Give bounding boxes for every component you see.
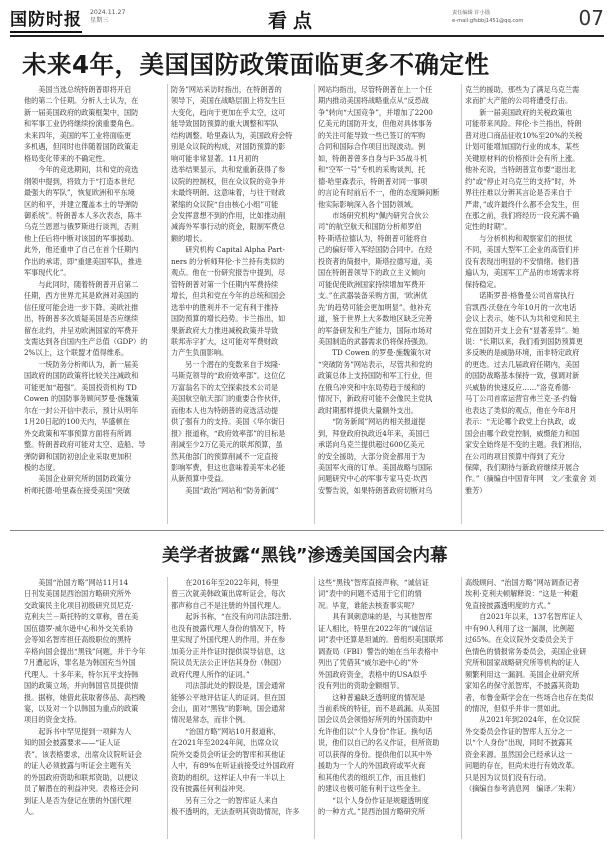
text-line: 外交政策和军事预算方面将有所调 (24, 428, 132, 438)
page-number: 07 (578, 6, 604, 30)
text-line: 格局变化带来的不确定性。 (24, 153, 110, 163)
text-line: 美国军火商的订单。美国战略与国际 (318, 462, 433, 472)
text-line: 允许他们以“个人身份”作证。换句话 (318, 726, 433, 736)
text-line: 信任度可能会进一步下降。美欧社推 (24, 302, 139, 312)
text-line: 约”或“停止对乌克兰的支持”时，外 (465, 176, 576, 186)
text-line: 另有三分之一的智库证人来自 (171, 795, 279, 805)
text-line: 尔在一封公开信中表示，预计从明年 (24, 405, 139, 415)
text-line: 万富翁名下的太空探索技术公司是 (171, 382, 279, 392)
text-line: 党在国防开支上会有“显著差异”。她 (465, 325, 580, 335)
text-line: 网站均指出，尽管特朗普在上一个任 (318, 85, 433, 94)
text-line: 另一个潜在的变数来自于埃隆· (171, 359, 281, 369)
article-divider (10, 530, 604, 531)
text-line: 免直接披露透明度的方式。” (465, 600, 551, 610)
text-line: 他上任后将中断对该国的军事援助。 (24, 233, 139, 243)
text-line: 弹防御和国防初创企业采取更加积 (24, 451, 132, 461)
column-divider (461, 84, 462, 524)
text-line: 员了解潜在的利益冲突。表格还会问 (24, 784, 139, 794)
text-line: 遍认为，美国军工产品的市场需求将 (465, 268, 580, 278)
text-line: 不同，美国大型军工企业的高管们并 (465, 245, 580, 255)
text-line: 供了强有力的支持。美国《华尔街日 (171, 417, 286, 427)
text-line: 观点。他在一份研究报告中提到，尽 (171, 268, 286, 278)
text-line: 的军备研发和生产能力，国际市场对 (318, 325, 433, 335)
text-line: 的更迭。过去几届政府任期内，美国 (465, 359, 580, 369)
text-line: 己的偏好带入军经国防合同中。在经 (318, 245, 433, 255)
text-line: 安警告说，如果特朗普政府切断对乌 (318, 485, 433, 495)
text-line: 在俄乌冲突和中东局势趋于缓和的 (318, 382, 426, 392)
text-line: 多机遇，但同时也伴随着国防政策走 (24, 142, 139, 152)
text-line: 紧缩的众议院“自由核心小组”可能 (171, 199, 279, 209)
text-line: 国的政策立场，并向韩国官员提供情 (24, 681, 139, 691)
text-line: 作出的承诺，即“重建美国军队，推进 (24, 256, 142, 266)
text-line: 多反映的是威胁环境，而非特定政府 (465, 348, 580, 358)
text-line: 曾三次就美韩政策出席听证会，每次 (171, 589, 286, 599)
text-line: 会等知名智库担任高级职位的黑特 (24, 635, 132, 645)
text-line: 列出了凭借其“威尔逊中心的”外 (318, 658, 419, 668)
text-line: 投资者的简报中，斯塔拉德写道，美 (318, 256, 433, 266)
text-line: ners 的分析师拜伦·卡兰持有类似的 (171, 256, 285, 266)
text-line: 外交委员会作证的智库人五分之一 (465, 726, 573, 736)
text-line: 也没有披露代理人身份的情况下，特 (171, 623, 286, 633)
article2-column-3 (318, 577, 458, 818)
text-line: 争”转向“大国竞争”，并增加了2200 (318, 107, 433, 117)
text-line: 先’的趋势可能会更加明显”。他补充 (318, 302, 432, 312)
article2-headline: 美学者披露“黑钱”渗透美国国会内幕 (162, 546, 448, 566)
text-line: “治国方略”网站10月报道称， (171, 726, 281, 736)
text-line: 以“个人身份”出现，同时不披露其 (465, 738, 573, 748)
text-line: 定性的时期”。 (465, 222, 512, 232)
text-line: 国会由哪个政党控制，威慑能力和国 (465, 428, 580, 438)
text-line: 军事现代化”。 (24, 268, 71, 278)
text-line: 承诺向乌克兰提供超过600亿美元 (318, 440, 425, 450)
text-line: 调查局（FBI）警告的她在当年表格中 (318, 646, 439, 656)
text-line: 具有讽刺意味的是，与其他智库 (318, 612, 433, 622)
article1-column-1 (24, 84, 164, 496)
text-line: 与分析机构和观察家们的担忧 (465, 233, 573, 243)
text-line: （摘编自参考消息网 编译／朱莉） (465, 784, 580, 794)
text-line: 果新政府大力推进减税政策并导致 (171, 325, 279, 335)
text-line: 外国政府资金，表格中的USA似乎 (318, 669, 427, 679)
text-line: 司法部此处的假设是，国会通常 (171, 681, 286, 691)
text-line: 起诉书称，“在没有向司法部注册、 (171, 612, 297, 622)
text-line: 在2021年至2024年间，出席众议 (171, 738, 279, 748)
column-divider (314, 577, 315, 839)
text-line: “突破防务”网站表示，尽管共和党的 (318, 359, 433, 369)
text-line: 作。”（摘编自中国青年网 文／张童舍 刘 (465, 474, 596, 484)
text-line: 的关注可能导致一些已签订的军购 (318, 130, 426, 140)
text-line: 增长，但共和党在今年的总统和国会 (171, 291, 286, 301)
text-line: 家知名的保守派智库，不披露其资助 (465, 681, 580, 691)
text-line: 家安全始终是不变的主题。我们相信， (465, 440, 587, 450)
masthead (10, 6, 604, 34)
text-line: 区的和平，并建立覆盖本土的导弹防 (24, 199, 139, 209)
text-line: 的言论有时前后不一，他的态度瞬间断 (318, 188, 440, 198)
text-line: 从2021年到2024年，在众议院 (465, 715, 580, 725)
text-line: 表示：“无论哪个政党上台执政，或 (465, 417, 576, 427)
text-line: 人中，有89%在听证前接受过外国政府 (171, 761, 294, 771)
text-line: 院外交委员会听证会的智库和其他证 (171, 749, 286, 759)
text-line: 政时期那样提供大量额外支出。 (318, 405, 418, 415)
text-line: 克兰的援助，那些为了满足乌克兰需 (465, 85, 580, 94)
text-line: 响可能非常显著。11月初的 (171, 153, 259, 163)
text-line: 新一届美国政府的政策框架中，国防 (24, 107, 139, 117)
text-line: 国会议员会领悟好所列的外国资助中 (318, 715, 433, 725)
text-line: TD Cowen 的罗曼·施魏策尔对 (318, 348, 432, 358)
text-line: 极不透明的，无法查明其资助情况，许多 (171, 807, 300, 817)
text-line: 人。 (24, 807, 39, 817)
text-line: 会山，面对“黑钱”的影响，国会通常 (171, 703, 286, 713)
text-line: 政策总体上支持国防和军工行业，但 (318, 371, 433, 381)
text-line: 况。毕竟，谁能去核查事实呢？ (318, 600, 418, 610)
text-line: 日刊发美国昆西治国方略研究所外 (24, 589, 132, 599)
text-line: 而他本人也为特朗普的竞选活动提 (171, 405, 279, 415)
text-line: 求而扩大产能的公司将遭受打击。 (465, 96, 573, 106)
text-line: 一统防务分析师认为，新一届美 (24, 359, 139, 369)
text-line: 高级顾问、“治国方略”网站调查记者 (465, 578, 580, 587)
text-line: 没有表现出明显的不安情绪。他们普 (465, 256, 580, 266)
text-line: 研究机构 Capital Alpha Part- (171, 245, 285, 255)
text-line: 管特朗普对第一个任期内军费持续 (171, 279, 279, 289)
text-line: 在2016年至2022年间，特里 (171, 578, 279, 587)
text-line: 析师托德·哈里森在接受美国“突破 (24, 485, 130, 495)
text-line: 亿美元的国防开支，但他对具体事务 (318, 119, 433, 129)
text-line: 可能带来风险。拜伦·卡兰指出，特朗 (465, 119, 582, 129)
text-line: 里实现了外国代理人的作用，并在参 (171, 635, 286, 645)
text-line: 可能促使欧洲国家持续增加军费开 (318, 279, 426, 289)
text-line: 关键原材料的价格预计会有所上涨。 (465, 153, 580, 163)
text-line: 市场研究机构“佩内研究合伙公 (318, 210, 429, 220)
text-line: 的建议也极可能有利于这些金主。 (318, 784, 426, 794)
text-line: 领导下，美国在战略层面上将发生巨 (171, 96, 286, 106)
column-divider (167, 577, 168, 839)
text-line: 削减至少2万亿美元的联邦预算，虽 (171, 440, 283, 450)
text-line: 情况是常态，而非个例。 (171, 715, 250, 725)
text-line: 词”表中的问题不适用于它们的情 (318, 589, 422, 599)
text-line: 选举结果显示，共和党重新获得了参 (171, 165, 286, 175)
editor-name: 责任编辑 许小锚 (452, 10, 490, 16)
text-line: 能导致国防预算的重大调整和军队 (171, 119, 279, 129)
text-line: 今年的竞选期间，共和党的竞选 (24, 165, 139, 175)
text-line: 政府代理人所作的证词。” (171, 669, 250, 679)
text-line: 未最终明朗。这意味着，与往干财政 (171, 188, 286, 198)
text-line: 纲领中提到，将致力于“打造本世纪 (24, 176, 135, 186)
text-line: 结构调整。哈里森认为，美国政府会特 (171, 130, 293, 140)
text-line: 严肃，”或许最终什么都不会发生，但 (465, 199, 580, 209)
text-line: 在那之前，我们将经历一段充满不确 (465, 210, 580, 220)
text-line: 的外国政府资助和联邦资助，以便议 (24, 772, 139, 782)
text-line: 最强大的军队”，恢复欧洲和平东境 (24, 188, 135, 198)
text-line: 然其他部门的预算削减不一定直接 (171, 451, 279, 461)
text-line: 与此同时，随着特朗普开启第二 (24, 279, 139, 289)
text-line: 减海外军事行动的资金，限制军费总 (171, 222, 286, 232)
article1-column-4 (465, 84, 605, 496)
text-line: 官凯西·沃登在今年10月的一次电话 (465, 302, 577, 312)
text-line: 德·哈里森表示，特朗普对同一事项 (318, 176, 428, 186)
text-line: 埃利·克利夫顿解释说：“这是一种避 (465, 589, 579, 599)
article2-column-1 (24, 577, 164, 818)
text-line: 问题研究中心的军事专家马克·坎西 (318, 474, 428, 484)
text-line: 合同和国际合作项目出现波动。例 (318, 142, 426, 152)
text-line: 司”的航空航天和国防分析师罗伯 (318, 222, 422, 232)
article1-column-2 (171, 84, 311, 496)
article2-column-4 (465, 577, 605, 795)
text-line: 表”。该表格要求，出席众议院听证会 (24, 749, 142, 759)
text-line: 乌克兰恩恩与俄罗斯进行谈判，否则 (24, 222, 139, 232)
text-line: 和其他代表的组织工作，而且他们 (318, 772, 426, 782)
article1-column-3 (318, 84, 458, 496)
text-line: 美国“政治”网站和“防务新闻” (171, 485, 279, 495)
text-line: 这种普遍缺乏透明度的情况是 (318, 692, 426, 702)
text-line: 起诉书中罕见提到一项鲜为人 (24, 726, 132, 736)
text-line: 普对进口商品征收10%至20%的关税 (465, 130, 583, 140)
text-line: 任期，西方世界尤其是欧洲对美国的 (24, 291, 139, 301)
text-line: 情况下，新政府可能不会像民主党执 (318, 394, 433, 404)
column-divider (461, 577, 462, 839)
text-line: 证人相比，特里在2022年的“诚信证 (318, 623, 433, 633)
text-line: 美国“治国方略”网站11月14 (24, 578, 129, 587)
text-line: 国政府的国防政策将比较关注减政和 (24, 371, 139, 381)
text-line: 究所和国家战略研究所等机构的证人 (465, 658, 580, 668)
text-line: 没有列出的资助金额细节。 (318, 681, 404, 691)
text-line: 知的国会披露要求——“证人证 (24, 738, 121, 748)
text-line: 期内推动美国将战略重点从“反恐战 (318, 96, 429, 106)
article1-headline: 未来4年，美国国防政策面临更多不确定性 (22, 50, 490, 79)
text-line: 新一届美国政府的关税政策也 (465, 107, 573, 117)
text-line: 国防预算的增长趋势。卡兰指出，如 (171, 314, 286, 324)
text-line: “以个人身份作证是规避透明度 (318, 795, 429, 805)
text-line: 能够公平地评估证人的证词。但在国 (171, 692, 286, 702)
section-title: 看点 (268, 10, 319, 32)
text-line: 到证人是否为登记在册的外国代理 (24, 795, 132, 805)
text-line: 他实际影响深入各个国防领域。 (318, 199, 418, 209)
text-line: 留在北约，并呈劝欧洲国家的军费开 (24, 325, 139, 335)
text-line: 界往往难以分辨其言论是否来自于 (465, 188, 573, 198)
text-line: 影响军费，但这也意味着美军未必能 (171, 462, 286, 472)
text-line: “防务新闻”网站的相关报道提 (318, 417, 426, 427)
text-line: 宴，以及对一个以韩国为重点的政策 (24, 703, 139, 713)
date-text: 2024.11.27 (90, 9, 126, 16)
text-line: 者，布鲁金斯学会在一些场合也存在类似 (465, 692, 594, 702)
text-line: 出，特朗普多次质疑美国是否应继续 (24, 314, 139, 324)
text-line: 诺斯罗普·格鲁曼公司首席执行 (465, 291, 575, 301)
text-line: 议院的控制权，但在众议院的竞争并 (171, 176, 286, 186)
text-line: 报》报道称，“政府效率部”的目标是 (171, 428, 286, 438)
text-line: 7月遭起诉，罪名是为韩国充当外国 (24, 658, 136, 668)
text-line: 整。特朗普政府可能对太空、造船、导 (24, 440, 146, 450)
text-line: 2%以上，这个联盟才值得维系。 (24, 348, 129, 358)
text-line: 到，拜登政府执政近4年来，美国已 (318, 428, 430, 438)
newspaper-logo (10, 6, 84, 32)
text-line: 当前系统的特征，而不是疏漏。从美国 (318, 703, 440, 713)
text-line: 他的第二个任期。分析人士认为，在 (24, 96, 139, 106)
text-line: 报。据称，她借此获取奢侈品、高档晚 (24, 692, 146, 702)
text-line: 他补充说，当特朗普宣布要“退出北 (465, 165, 576, 175)
text-line: 雅芳） (465, 485, 487, 495)
text-line: 马斯克领导的“政府效率部”。这位亿 (171, 371, 286, 381)
text-line: 也表达了类似的观点，他在今年8月 (465, 405, 577, 415)
text-line: 国伍德罗·威尔逊中心和外交关系协 (24, 623, 134, 633)
text-line: 自2021年以来，137名智库证人 (465, 612, 583, 622)
text-line: 国在特朗普领导下的政立主义倾向 (318, 268, 426, 278)
text-line: 辛格向国会提出“黑钱”问题，并于今年 (24, 646, 146, 656)
text-line: 如，特朗普曾多自身与F-35战斗机 (318, 153, 427, 163)
weekday-text: 星期三 (90, 17, 109, 24)
text-line: 说，他们以自己的名义作证，但所资助 (318, 738, 440, 748)
text-line: 色情色的情报常务委员会，美国企业研 (465, 646, 587, 656)
text-line: 频繁利用这一漏洞。美国企业研究所 (465, 669, 580, 679)
text-line: 马丁公司首席运营官弗兰克·圣·约翰 (465, 394, 577, 404)
text-line: 在公司的项目预算中得到了充分 (465, 451, 565, 461)
logo-text: 国防时报 (10, 5, 82, 33)
article2-column-2 (171, 577, 311, 818)
text-line: 支。”在武器装备采购方面，‘欧洲优 (318, 291, 428, 301)
text-line: 资金来源。虽然国会已经承认这一 (465, 749, 573, 759)
text-line: 可能更加“超强”。美国投资机构 TD (24, 382, 137, 392)
text-line: 防务”网站采访时指出，在特朗普的 (171, 85, 282, 94)
text-line: 词”表中还算是坦诚的。曾组织美国联邦 (318, 635, 444, 645)
text-line: 问题的存在，但尚未进行有效改革。 (465, 761, 580, 771)
issue-date (90, 9, 125, 25)
text-line: 特·斯塔拉德认为，特朗普可能将自 (318, 233, 428, 243)
text-line: 1月20日起的100天内，华盛顿在 (24, 417, 130, 427)
text-line: 道，鉴于世界上大多数地区缺乏完善 (318, 314, 433, 324)
editor-info (452, 9, 523, 25)
masthead-rule (10, 35, 604, 37)
text-line: 此外，他还重申了自己在首个任期内 (24, 245, 139, 255)
text-line: 额的增长。 (171, 233, 207, 243)
text-line: 别是众议院的构成，对国防预算的影 (171, 142, 286, 152)
text-line: 克利夫兰－斯托特的文章称，曾在美 (24, 612, 139, 622)
text-line: 联邦赤字扩大，这可能对军费财政 (171, 336, 279, 346)
text-line: 中有90人利用了这一漏洞，比例超 (465, 623, 575, 633)
text-line: 和军事工业仍将继续扮演重要角色。 (24, 119, 139, 129)
text-line: 极的态度。 (24, 462, 60, 472)
text-line: 兴威胁的快速反应……”洛克希德· (465, 382, 571, 392)
text-line: 计划可能增加国防行业的成本，某些 (465, 142, 580, 152)
text-line: 项目的资金支持。 (24, 715, 82, 725)
text-line: 加美分正并作证时提供误导信息，这 (171, 646, 286, 656)
text-line: 只是因为议员们没有行动。 (465, 772, 551, 782)
text-line: 支需达到各自国内生产总值（GDP）的 (24, 336, 148, 346)
text-line: 的情况，但似乎并非一贯如此。 (465, 703, 565, 713)
editor-email: e-mail:gfsbbj1451@qq.com (452, 18, 524, 24)
text-line: 美国当选总统特朗普即将开启 (24, 85, 132, 94)
text-line: 美国航空航天部门的重要合作伙伴， (171, 394, 286, 404)
text-line: 代理人。十多年来，特尔瓦平支持韩 (24, 669, 139, 679)
text-line: 可以获得的身份。提供他们以其中外 (318, 749, 433, 759)
text-line: 这些“黑钱”智库直接声称，“诚信证 (318, 578, 429, 587)
column-divider (167, 84, 168, 524)
text-line: 力产生负面影响。 (171, 348, 229, 358)
text-line: 美国企业研究所的国防政策分 (24, 474, 132, 484)
text-line: 的安全援助，大部分资金都用于为 (318, 451, 426, 461)
text-line: 的证人必须披露与听证会主题有关 (24, 761, 132, 771)
text-line: 院议员无法公正评估其身份（韩国） (171, 658, 286, 668)
text-line: 交政策民主化项目初级研究员尼克· (24, 600, 134, 610)
text-line: 会议上表示，她不认为共和党和民主 (465, 314, 580, 324)
text-line: 说：“长期以来，我们看到国防预算更 (465, 336, 583, 346)
column-divider (314, 84, 315, 524)
text-line: 未来四年，美国的军工业将面临更 (24, 130, 132, 140)
text-line: 御系统”。特朗普本人多次表态，陈丰 (24, 210, 142, 220)
text-line: 美国制造的武器需求仍将保持强劲。 (318, 336, 433, 346)
text-line: 都声称自己不是注册的外国代理人。 (171, 600, 286, 610)
text-line: 保障，我们期待与新政府继续开展合 (465, 462, 580, 472)
text-line: 从新预算中受益。 (171, 474, 229, 484)
text-line: 保持稳定。 (465, 279, 501, 289)
text-line: 的一种方式。”昆西治国方略研究所 (318, 807, 426, 817)
text-line: 没有披露任何利益冲突。 (171, 784, 250, 794)
text-line: 选举中的胜利并不一定有利于推持 (171, 302, 279, 312)
text-line: 和“空军一号”专机的采购谈判，托 (318, 165, 426, 175)
text-line: Cowen 的国防事务顾问罗曼·施魏策 (24, 394, 139, 404)
text-line: 大变化，趋向于更加在乎太空，这可 (171, 107, 286, 117)
text-line: 援助为一个人的外国政府或军火商 (318, 761, 426, 771)
text-line: 的国防战略基本保持一致，强调对新 (465, 371, 580, 381)
text-line: 过65%。在众议院外交委员会关于 (465, 635, 574, 645)
text-line: 资助的组织。这样证人中有一半以上 (171, 772, 286, 782)
text-line: 会发挥意想不到的作用，比如推动削 (171, 210, 286, 220)
